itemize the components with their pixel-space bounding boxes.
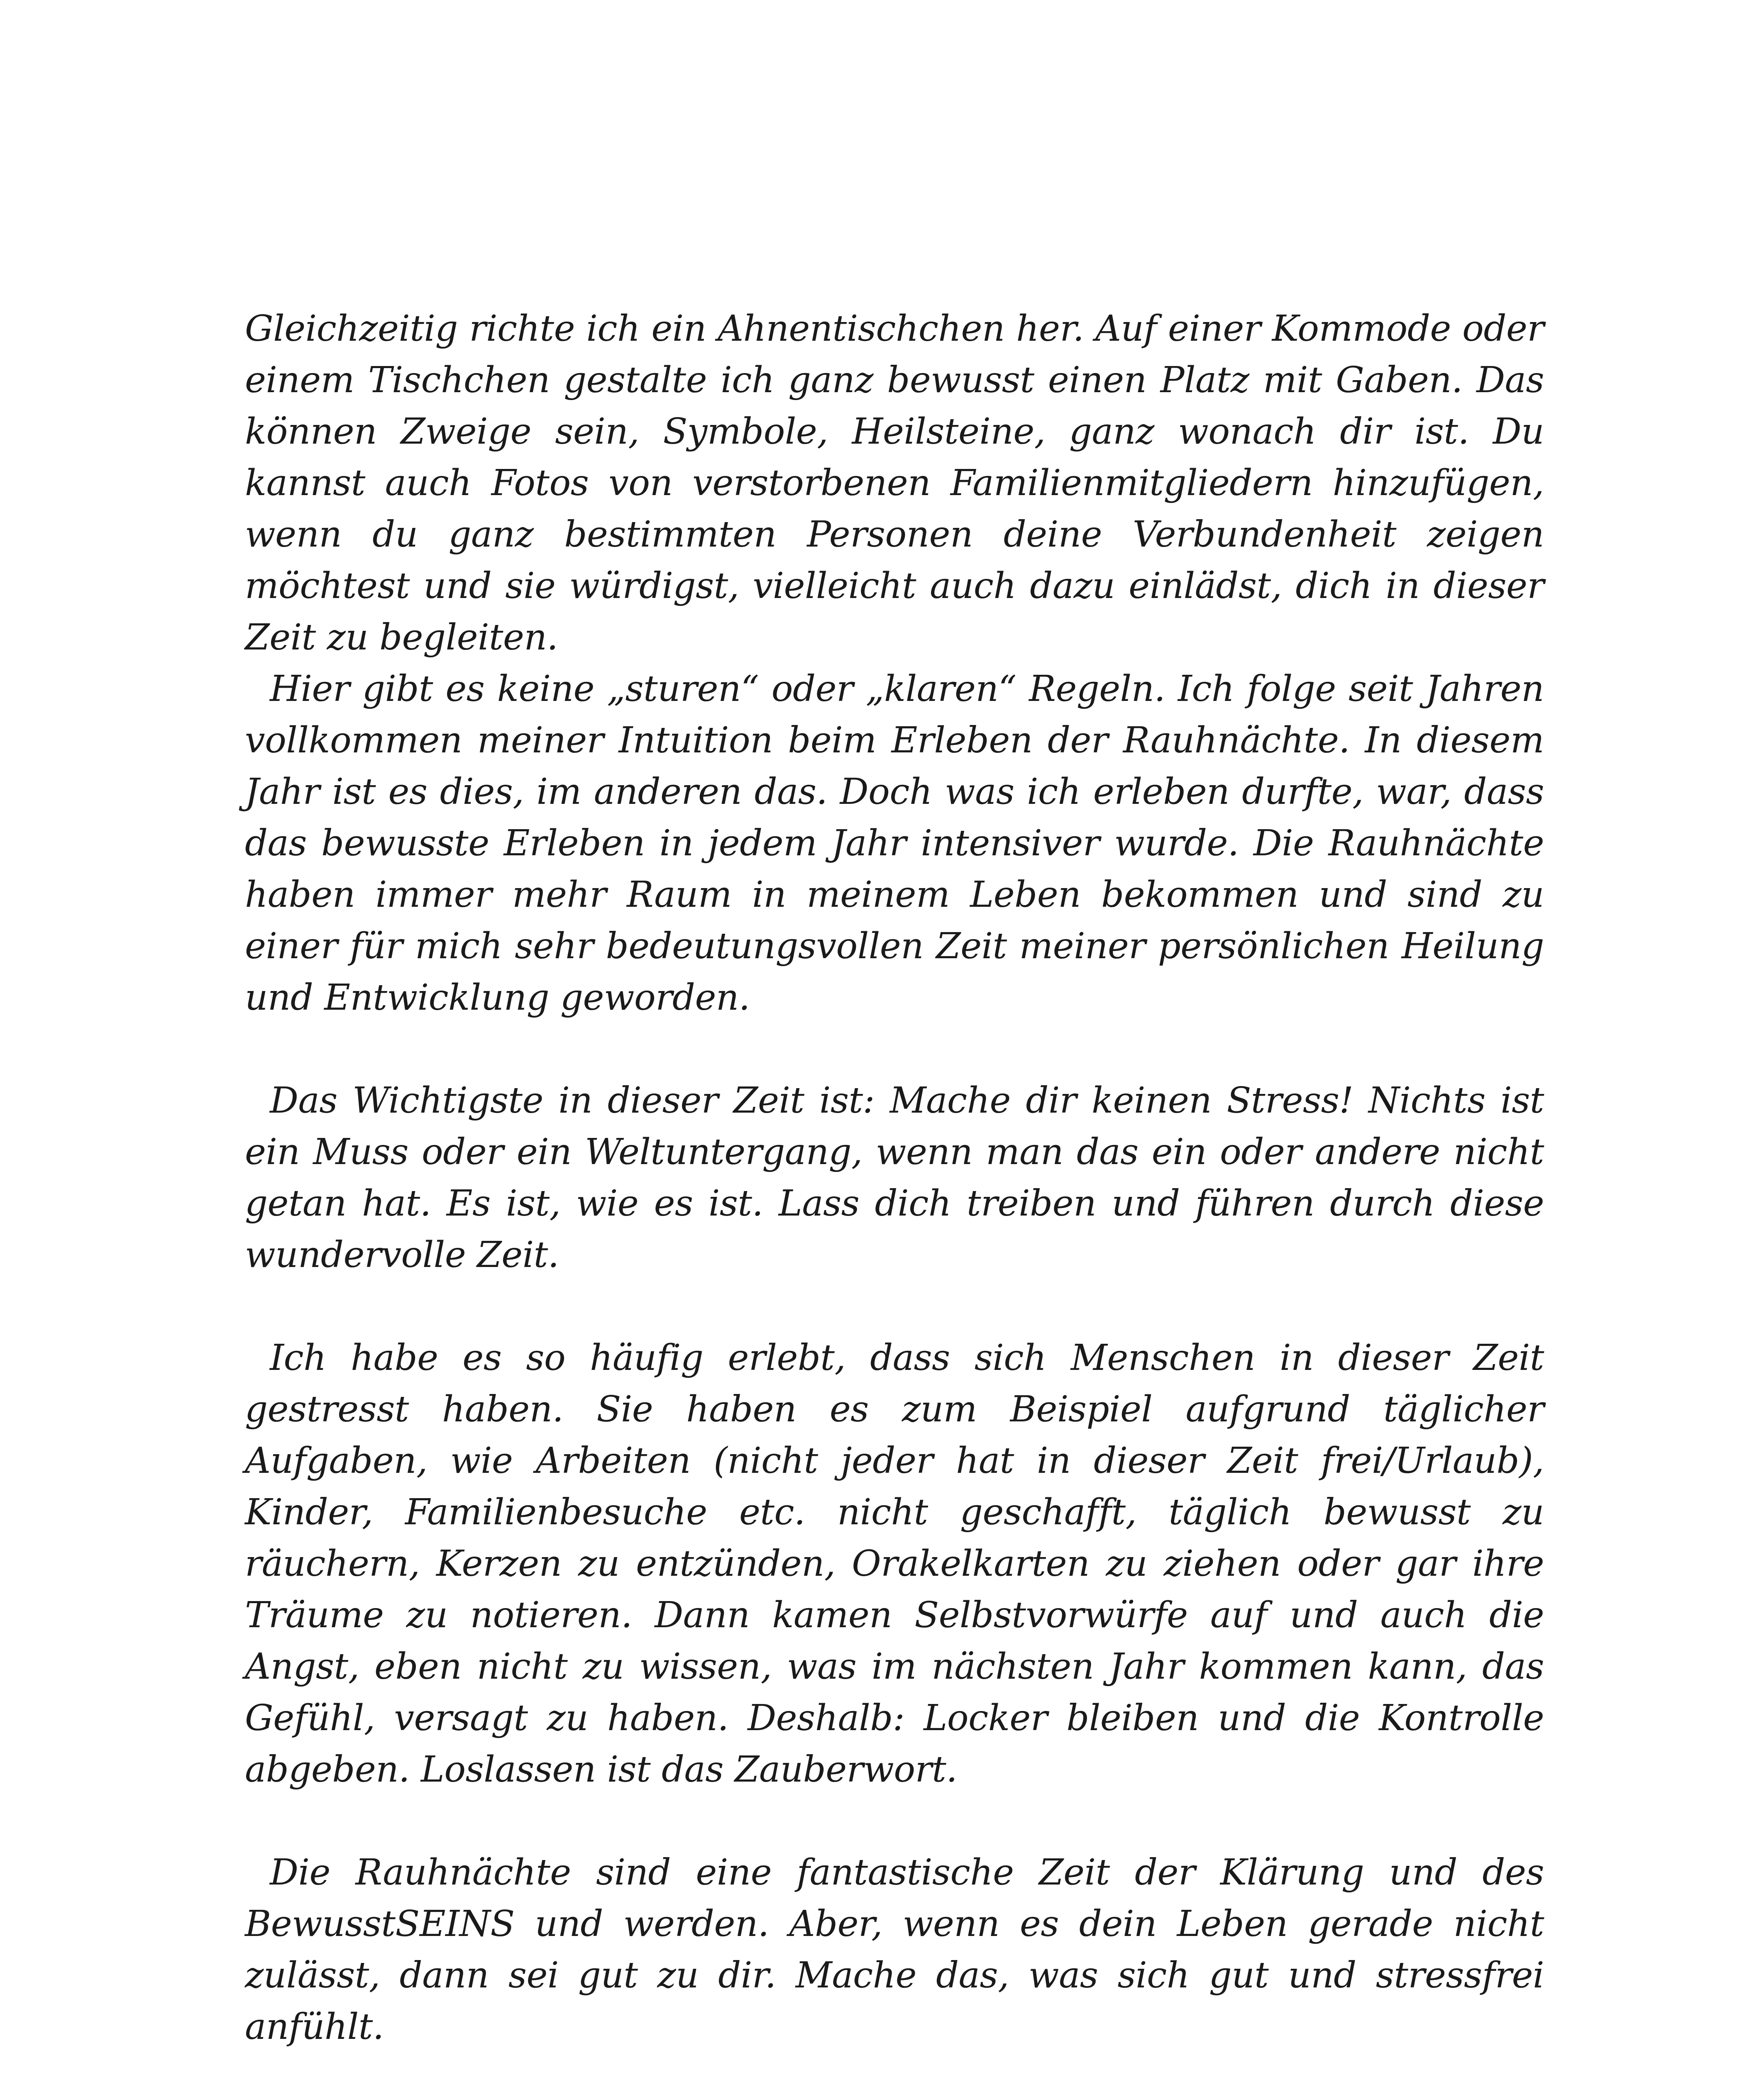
paragraph-stressed-people: Ich habe es so häufig erlebt, dass sich Menschen in dieser Zeit gestresst haben. Sie haben es zum Beispiel aufgrund täglicher Aufgaben, wie Arbeiten (nicht jeder hat in dieser Zeit frei/Urlaub), Kinder, Familienbesuche etc. nicht geschafft, täglich bewusst zu räuchern, Kerzen zu entzünden, Orakelkarten zu ziehen oder gar ihre Träume zu notieren. Dann kamen Selbstvorwürfe auf und auch die Angst, eben nicht zu wissen, was im nächsten Jahr kommen kann, das Gefühl, versagt zu haben. Deshalb: Locker bleiben und die Kontrolle abgeben. Loslassen ist das Zauberwort. — [245, 1337, 1544, 1790]
paragraph-clarity-time: Die Rauhnächte sind eine fantastische Zeit der Klärung und des BewusstSEINS und werden. Aber, wenn es dein Leben gerade nicht zulässt, dann sei gut zu dir. Mache das, was sich gut und stressfrei anfühlt. — [245, 1852, 1544, 2048]
paragraph-no-rules: Hier gibt es keine „sturen“ oder „klaren“ Regeln. Ich folge seit Jahren vollkommen meiner Intuition beim Erleben der Rauhnächte. In diesem Jahr ist es dies, im anderen das. Doch was ich erleben durfte, war, dass das bewusste Erleben in jedem Jahr intensiver wurde. Die Rauhnächte haben immer mehr Raum in meinem Leben bekommen und sind zu einer für mich sehr bedeutungsvollen Zeit meiner persönlichen Heilung und Entwicklung geworden. — [245, 668, 1544, 1018]
paragraph-no-stress: Das Wichtigste in dieser Zeit ist: Mache dir keinen Stress! Nichts ist ein Muss oder ein Weltuntergang, wenn man das ein oder andere nicht getan hat. Es ist, wie es ist. Lass dich treiben und führen durch diese wundervolle Zeit. — [245, 1080, 1544, 1276]
page-body-text — [245, 303, 1544, 2075]
paragraph-ancestor-table: Gleichzeitig richte ich ein Ahnentischchen her. Auf einer Kommode oder einem Tischchen gestalte ich ganz bewusst einen Platz mit Gaben. Das können Zweige sein, Symbole, Heilsteine, ganz wonach dir ist. Du kannst auch Fotos von verstorbenen Familienmitgliedern hinzufügen, wenn du ganz bestimmten Personen deine Verbundenheit zeigen möchtest und sie würdigst, vielleicht auch dazu einlädst, dich in dieser Zeit zu begleiten. — [245, 308, 1544, 658]
